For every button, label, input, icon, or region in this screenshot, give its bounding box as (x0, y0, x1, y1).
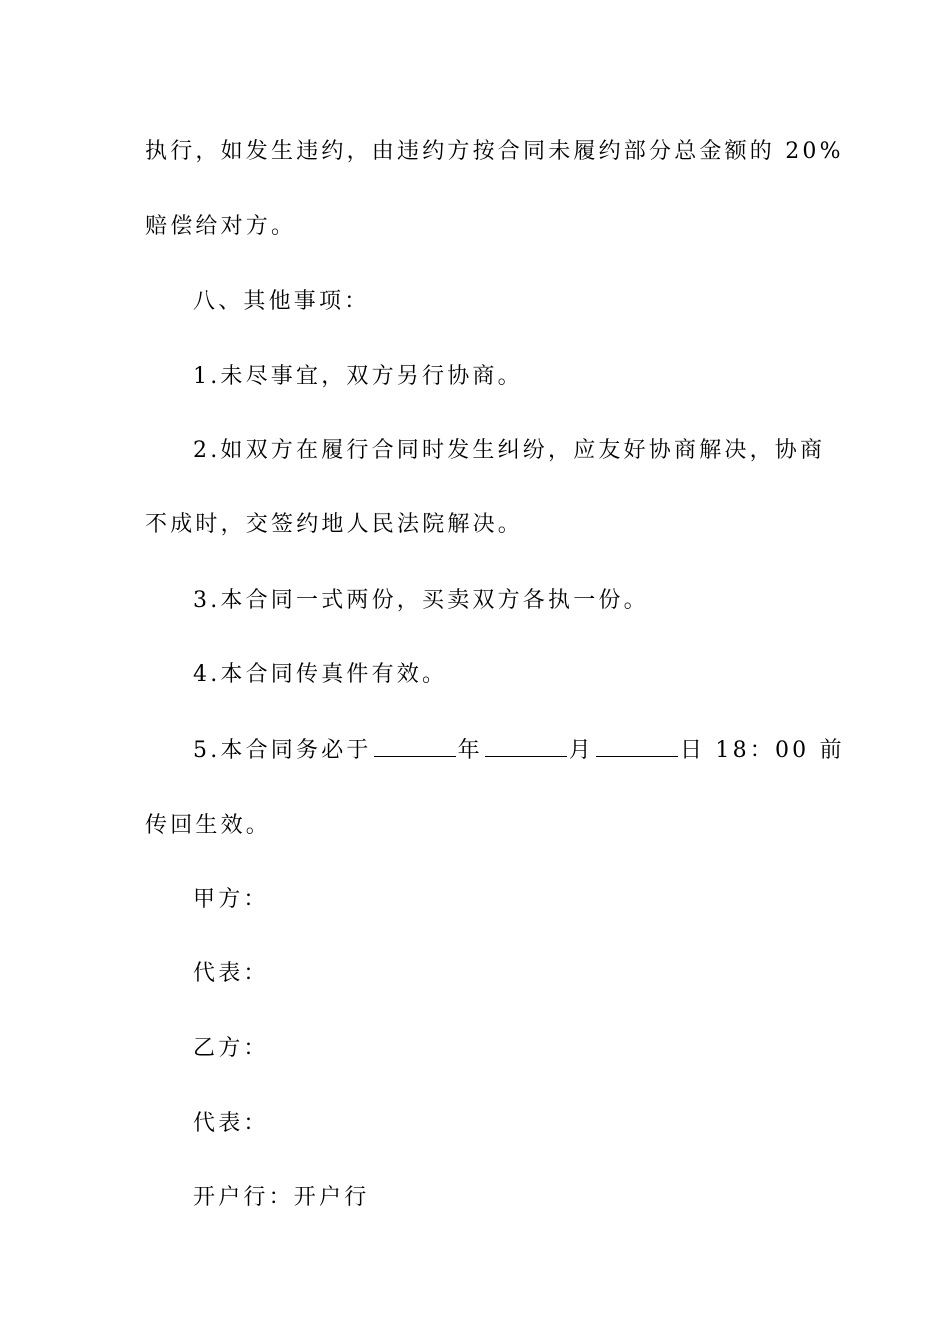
party-a-label: 甲方： (193, 887, 269, 912)
item5-prefix: 5.本合同务必于 (193, 738, 372, 763)
paragraph-line: 赔偿给对方。 (145, 214, 297, 239)
list-item: 3.本合同一式两份，买卖双方各执一份。 (193, 588, 649, 613)
party-b-label: 乙方： (193, 1036, 269, 1061)
rep-a-label: 代表： (193, 961, 269, 986)
paragraph-line: 执行，如发生违约，由违约方按合同未履约部分总金额的 20% (145, 139, 844, 164)
list-item-with-blanks (193, 732, 853, 768)
item5-month: 月 (568, 738, 594, 763)
bank-label: 开户行：开户行 (193, 1185, 370, 1210)
rep-b-label: 代表： (193, 1111, 269, 1136)
month-blank (485, 732, 567, 757)
day-blank (596, 732, 678, 757)
paragraph-line: 传回生效。 (145, 813, 272, 838)
paragraph-line: 不成时，交签约地人民法院解决。 (145, 512, 524, 537)
list-item: 2.如双方在履行合同时发生纠纷，应友好协商解决，协商 (193, 438, 826, 463)
list-item: 4.本合同传真件有效。 (193, 662, 448, 687)
year-blank (374, 732, 456, 757)
item5-suffix: 日 18：00 前 (680, 738, 845, 763)
list-item: 1.未尽事宜，双方另行协商。 (193, 364, 523, 389)
section-heading: 八、其他事项： (193, 289, 370, 314)
item5-year: 年 (457, 738, 483, 763)
